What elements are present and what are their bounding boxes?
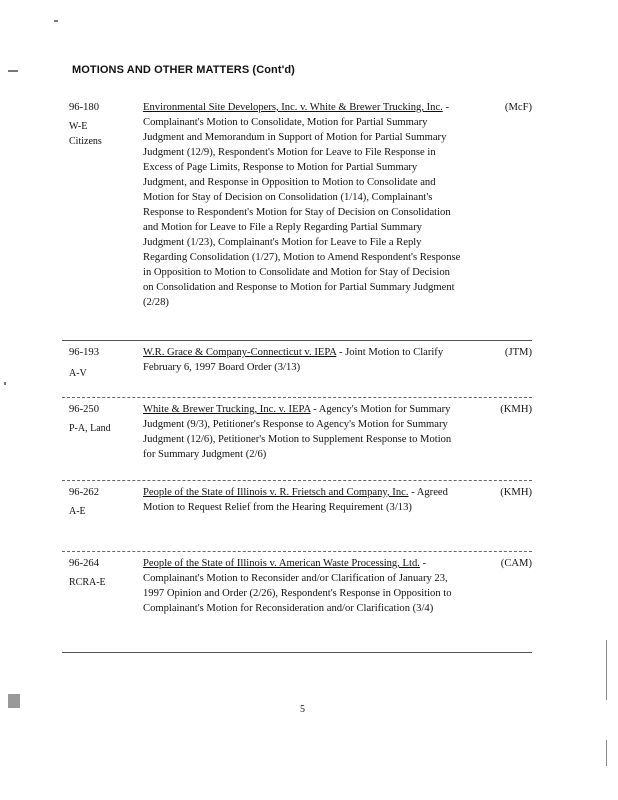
case-name: Environmental Site Developers, Inc. v. White & Brewer Trucking, Inc. bbox=[143, 102, 443, 113]
hearing-officer-initials: (CAM) bbox=[500, 558, 532, 569]
entry-description bbox=[143, 481, 463, 525]
case-name: People of the State of Illinois v. R. Frietsch and Company, Inc. bbox=[143, 487, 409, 498]
case-type: A-V bbox=[69, 368, 87, 379]
section-heading: MOTIONS AND OTHER MATTERS (Cont'd) bbox=[72, 64, 295, 76]
entry-description bbox=[143, 341, 463, 385]
entries-list bbox=[62, 96, 532, 653]
docket-number: 96-264 bbox=[69, 558, 100, 569]
case-type bbox=[69, 115, 139, 149]
docket-number: 96-262 bbox=[69, 487, 100, 498]
motion-text: - Joint Motion to Clarify February 6, 1997 Board Order (3/13) bbox=[143, 347, 444, 373]
hearing-officer-initials: (KMH) bbox=[500, 487, 532, 498]
motion-text: - Complainant's Motion to Reconsider and/or Clarification of January 23, 1997 Opinion and Order (2/26), Respondent's Response in Opposition to Complainant's Motion for Reconsideration and/or Clarification (3/4) bbox=[143, 558, 452, 614]
docket-entry bbox=[62, 481, 532, 552]
hearing-officer-initials: (McF) bbox=[504, 102, 532, 113]
case-type: A-E bbox=[69, 506, 86, 517]
hearing-officer-initials: (KMH) bbox=[500, 404, 532, 415]
docket-info bbox=[69, 485, 139, 519]
scan-artifact bbox=[54, 20, 58, 22]
case-name: White & Brewer Trucking, Inc. v. IEPA bbox=[143, 404, 311, 415]
docket-number: 96-250 bbox=[69, 404, 100, 415]
motion-text: - Agreed Motion to Request Relief from the Hearing Requirement (3/13) bbox=[143, 487, 448, 513]
case-name: People of the State of Illinois v. American Waste Processing, Ltd. bbox=[143, 558, 420, 569]
motion-text: - Agency's Motion for Summary Judgment (9/3), Petitioner's Response to Agency's Motion for Summary Judgment (12/6), Petitioner's Motion to Supplement Response to Motion for Summary Judgment (2/6) bbox=[143, 404, 452, 460]
docket-entry bbox=[62, 398, 532, 481]
docket-info bbox=[69, 402, 139, 436]
scan-artifact bbox=[4, 382, 6, 385]
docket-info bbox=[69, 100, 139, 149]
docket-number: 96-193 bbox=[69, 347, 100, 358]
scan-artifact bbox=[606, 740, 607, 766]
entry-description bbox=[143, 398, 463, 472]
motion-text: - Complainant's Motion to Consolidate, Motion for Partial Summary Judgment and Memorandum in Support of Motion for Partial Summary Judgment (12/9), Respondent's Motion for Leave to File Response in Excess of Page Limits, Response to Motion for Partial Summary Judgment, and Response in Opposition to Motion to Consolidate and Motion for Stay of Decision on Consolidation (1/14), Complainant's Response to Respondent's Motion for Stay of Decision on Consolidation and Motion for Leave to File a Reply Regarding Partial Summary Judgment (1/23), Complainant's Motion for Leave to File a Reply Regarding Consolidation (1/27), Motion to Amend Respondent's Response in Opposition to Motion to Consolidate and Motion for Stay of Decision on Consolidation and Response to Motion for Partial Summary Judgment (2/28) bbox=[143, 102, 461, 308]
docket-info bbox=[69, 345, 139, 381]
docket-number: 96-180 bbox=[69, 102, 100, 113]
docket-entry bbox=[62, 96, 532, 341]
case-type: RCRA-E bbox=[69, 577, 106, 588]
page-number: 5 bbox=[300, 704, 305, 715]
case-name: W.R. Grace & Company-Connecticut v. IEPA bbox=[143, 347, 337, 358]
docket-entry bbox=[62, 552, 532, 653]
scan-artifact bbox=[606, 640, 607, 700]
docket-entry bbox=[62, 341, 532, 398]
docket-info bbox=[69, 556, 139, 590]
entry-description bbox=[143, 552, 463, 626]
case-type-text: W-E Citizens bbox=[69, 121, 102, 147]
hearing-officer-initials: (JTM) bbox=[504, 347, 532, 358]
scan-artifact bbox=[8, 694, 20, 708]
entry-description bbox=[143, 96, 463, 320]
scan-artifact bbox=[8, 70, 18, 72]
case-type: P-A, Land bbox=[69, 423, 111, 434]
